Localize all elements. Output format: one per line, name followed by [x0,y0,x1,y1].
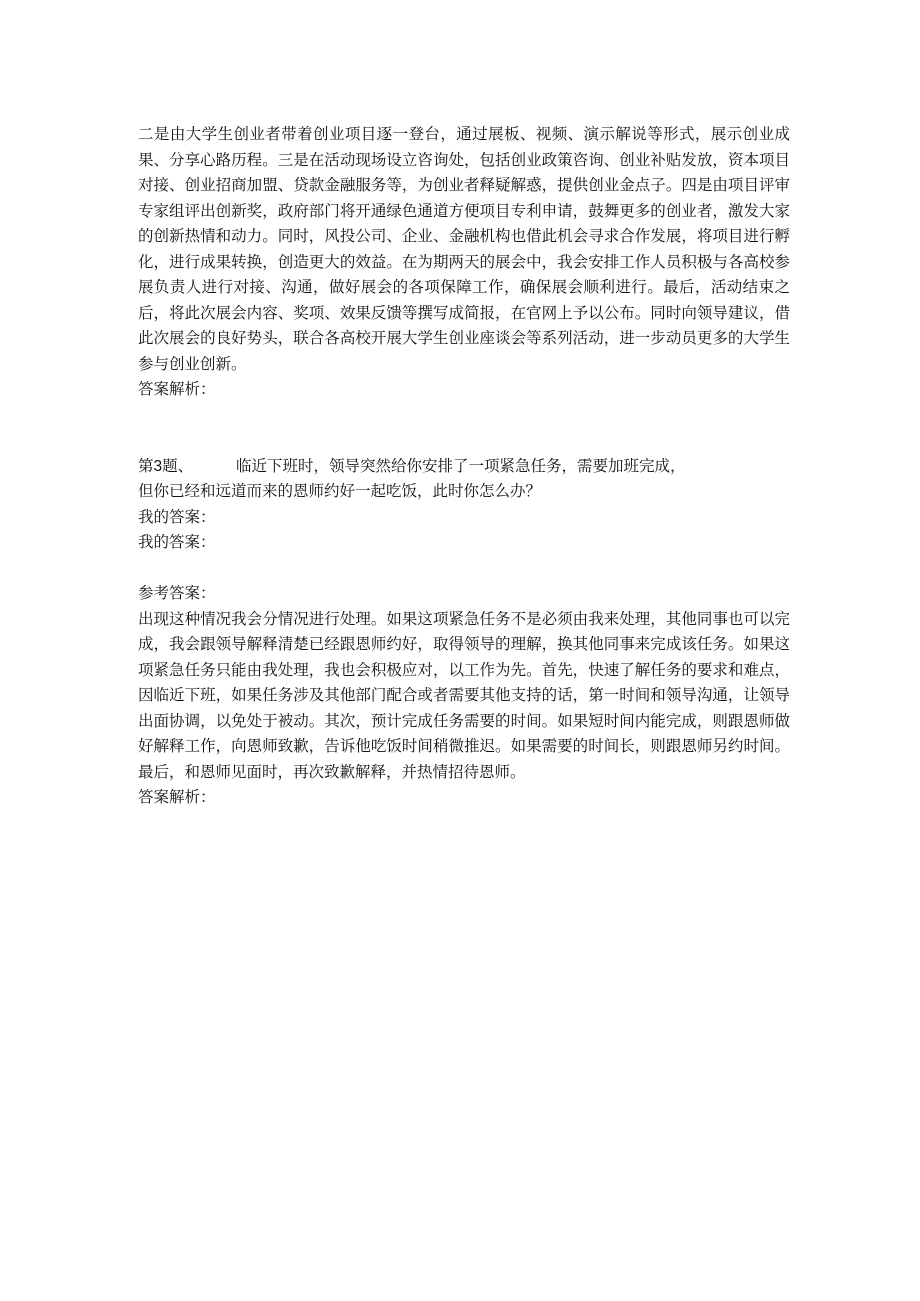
question-number: 第3题、 [138,457,194,475]
analysis-label: 答案解析： [138,788,216,806]
document-page [138,122,790,811]
my-answer-label-2: 我的答案： [138,533,216,551]
previous-answer-text: 二是由大学生创业者带着创业项目逐一登台，通过展板、视频、演示解说等形式，展示创业成果、分享心路历程。三是在活动现场设立咨询处，包括创业政策咨询、创业补贴发放，资本项目对接、创业招商加盟、贷款金融服务等，为创业者释疑解惑，提供创业金点子。四是由项目评审专家组评出创新奖，政府部门将开通绿色通道方便项目专利申请，鼓舞更多的创业者，激发大家的创新热情和动力。同时，风投公司、企业、金融机构也借此机会寻求合作发展，将项目进行孵化，进行成果转换，创造更大的效益。在为期两天的展会中，我会安排工作人员积极与各高校参展负责人进行对接、沟通，做好展会的各项保障工作，确保展会顺利进行。最后，活动结束之后，将此次展会内容、奖项、效果反馈等撰写成简报，在官网上予以公布。同时向领导建议，借此次展会的良好势头，联合各高校开展大学生创业座谈会等系列活动，进一步动员更多的大学生参与创业创新。 [138,125,790,373]
question-3-line-1 [138,454,790,480]
spacer [138,556,790,582]
question-3-line-2: 但你已经和远道而来的恩师约好一起吃饭，此时你怎么办？ [138,482,542,500]
reference-answer-text: 出现这种情况我会分情况进行处理。如果这项紧急任务不是必须由我来处理，其他同事也可以完成，我会跟领导解释清楚已经跟恩师约好，取得领导的理解，换其他同事来完成该任务。如果这项紧急任务只能由我处理，我也会积极应对，以工作为先。首先，快速了解任务的要求和难点，因临近下班，如果任务涉及其他部门配合或者需要其他支持的话，第一时间和领导沟通，让领导出面协调，以免处于被动。其次，预计完成任务需要的时间。如果短时间内能完成，则跟恩师做好解释工作，向恩师致歉，告诉他吃饭时间稍微推迟。如果需要的时间长，则跟恩师另约时间。最后，和恩师见面时，再次致歉解释，并热情招待恩师。 [138,609,790,781]
reference-answer-label: 参考答案： [138,584,216,602]
question-3-text-1: 临近下班时，领导突然给你安排了一项紧急任务，需要加班完成， [236,456,686,475]
my-answer-label-1: 我的答案： [138,507,216,526]
previous-analysis-label: 答案解析： [138,380,216,398]
spacer [138,403,790,454]
